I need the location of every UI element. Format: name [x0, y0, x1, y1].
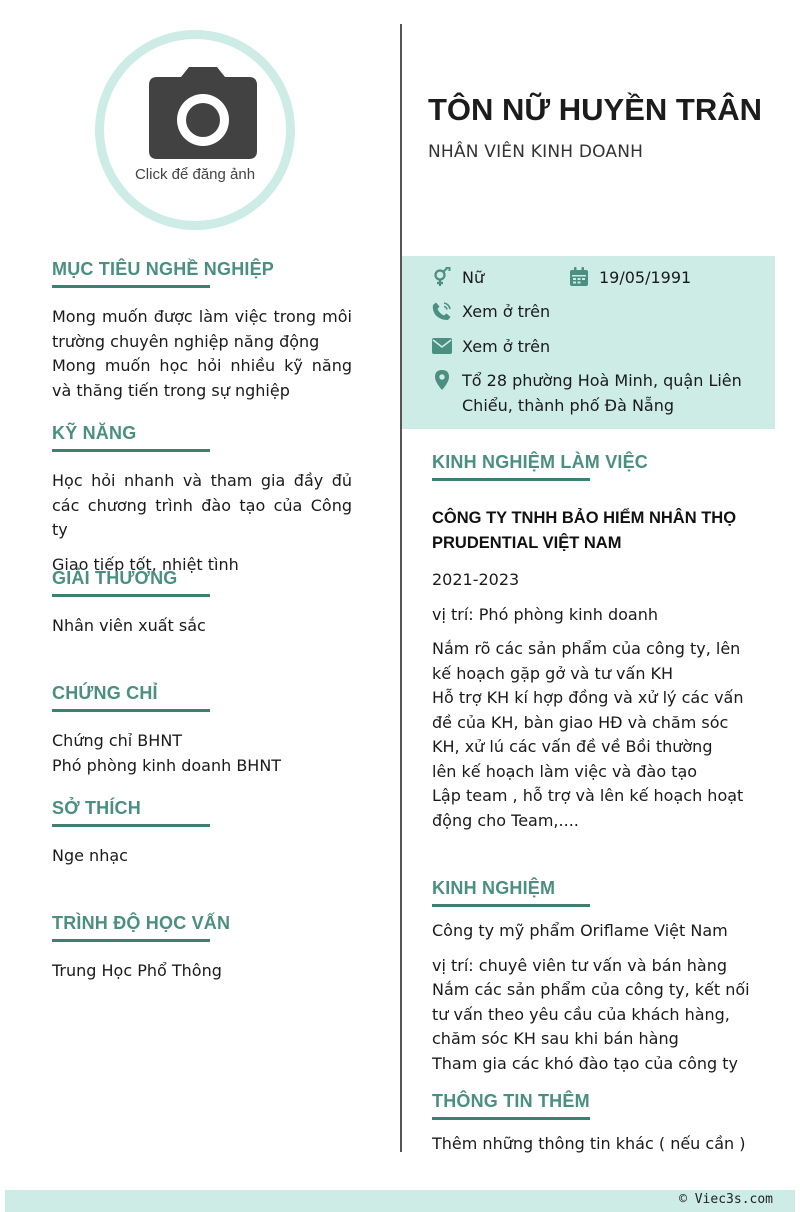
section-rule [52, 449, 210, 452]
certificates-title: CHỨNG CHỈ [52, 683, 158, 703]
section-rule [52, 594, 210, 597]
location-pin-icon [432, 370, 452, 390]
skill-item: Học hỏi nhanh và tham gia đầy đủ các chương trình đào tạo của Công ty [52, 471, 352, 539]
phone-row [432, 300, 550, 325]
work-duty: Lập team , hỗ trợ và lên kế hoạch hoạt động cho Team,.... [432, 786, 744, 830]
hobbies-section [52, 798, 352, 869]
phone-value: Xem ở trên [462, 302, 551, 321]
skills-section [52, 423, 352, 577]
skill-item: Giao tiếp tốt, nhiệt tình [52, 554, 239, 574]
camera-icon [149, 67, 257, 159]
certificate-item: Chứng chỉ BHNT [52, 731, 183, 750]
hobby-item: Nge nhạc [52, 846, 128, 865]
birthday-row [569, 266, 691, 291]
extra-info-section [432, 1091, 752, 1157]
contact-box [402, 256, 775, 429]
gender-row [432, 266, 484, 291]
work-position: vị trí: Phó phòng kinh doanh [432, 604, 659, 624]
objective-title: MỤC TIÊU NGHỀ NGHIỆP [52, 259, 275, 279]
section-rule [52, 709, 210, 712]
education-section [52, 913, 352, 984]
calendar-icon [569, 267, 589, 287]
section-rule [432, 1117, 590, 1120]
extra-title: THÔNG TIN THÊM [432, 1091, 590, 1111]
work-period: 2021-2023 [432, 570, 520, 589]
experience-duty: Nắm các sản phẩm của công ty, kết nối tư vấn theo yêu cầu của khách hàng, chăm sóc KH sau khi bán hàng [432, 980, 750, 1048]
section-rule [52, 824, 210, 827]
awards-section [52, 568, 352, 639]
objective-line: Mong muốn học hỏi nhiều kỹ năng và thăng tiến trong sự nghiệp [52, 356, 352, 400]
address-row [432, 369, 742, 418]
skills-title: KỸ NĂNG [52, 423, 137, 443]
birthday-value: 19/05/1991 [599, 268, 692, 287]
work-duty: lên kế hoạch làm việc và đào tạo [432, 761, 698, 781]
objective-section [52, 259, 352, 403]
gender-value: Nữ [462, 268, 485, 287]
footer-bar [5, 1190, 795, 1212]
column-divider [400, 24, 402, 1152]
award-item: Nhân viên xuất sắc [52, 616, 206, 635]
avatar-caption: Click để đăng ảnh [134, 166, 256, 183]
experience-title: KINH NGHIỆM [432, 878, 556, 898]
certificate-item: Phó phòng kinh doanh BHNT [52, 755, 282, 775]
experience-position: vị trí: chuyê viên tư vấn và bán hàng [432, 955, 728, 975]
section-rule [432, 478, 590, 481]
experience-company: Công ty mỹ phẩm Oriflame Việt Nam [432, 921, 728, 940]
phone-icon [432, 301, 452, 321]
candidate-name: TÔN NỮ HUYỀN TRÂN [428, 92, 762, 127]
work-company: CÔNG TY TNHH BẢO HIỂM NHÂN THỌ PRUDENTIAL VIỆT NAM [432, 509, 737, 552]
work-duty: Hỗ trợ KH kí hợp đồng và xử lý các vấn đề của KH, bàn giao HĐ và chăm sóc KH, xử lú các vấn đề về Bồi thường [432, 688, 744, 756]
experience-duty: Tham gia các khó đào tạo của công ty [432, 1053, 738, 1073]
section-rule [432, 904, 590, 907]
section-rule [52, 285, 210, 288]
email-row [432, 335, 550, 360]
footer-copyright[interactable]: © Viec3s.com [679, 1192, 773, 1207]
avatar-upload-area[interactable] [104, 39, 286, 221]
address-value: Tổ 28 phường Hoà Minh, quận Liên Chiểu, thành phố Đà Nẵng [462, 371, 742, 415]
education-title: TRÌNH ĐỘ HỌC VẤN [52, 913, 231, 933]
email-icon [432, 336, 452, 356]
certificates-section [52, 683, 352, 778]
email-value: Xem ở trên [462, 337, 551, 356]
hobbies-title: SỞ THÍCH [52, 798, 141, 818]
extra-text: Thêm những thông tin khác ( nếu cần ) [432, 1134, 746, 1153]
avatar[interactable] [95, 30, 295, 230]
experience-section [432, 878, 752, 1076]
gender-icon [432, 267, 452, 287]
education-item: Trung Học Phổ Thông [52, 961, 222, 980]
section-rule [52, 939, 210, 942]
work-title: KINH NGHIỆM LÀM VIỆC [432, 452, 649, 472]
work-duty: Nắm rõ các sản phẩm của công ty, lên kế hoạch gặp gở và tư vấn KH [432, 639, 741, 683]
objective-line: Mong muốn được làm việc trong môi trường chuyên nghiệp năng động [52, 307, 352, 351]
job-title: NHÂN VIÊN KINH DOANH [428, 142, 644, 162]
awards-title: GIẢI THƯỞNG [52, 568, 178, 588]
work-experience-section [432, 452, 752, 833]
